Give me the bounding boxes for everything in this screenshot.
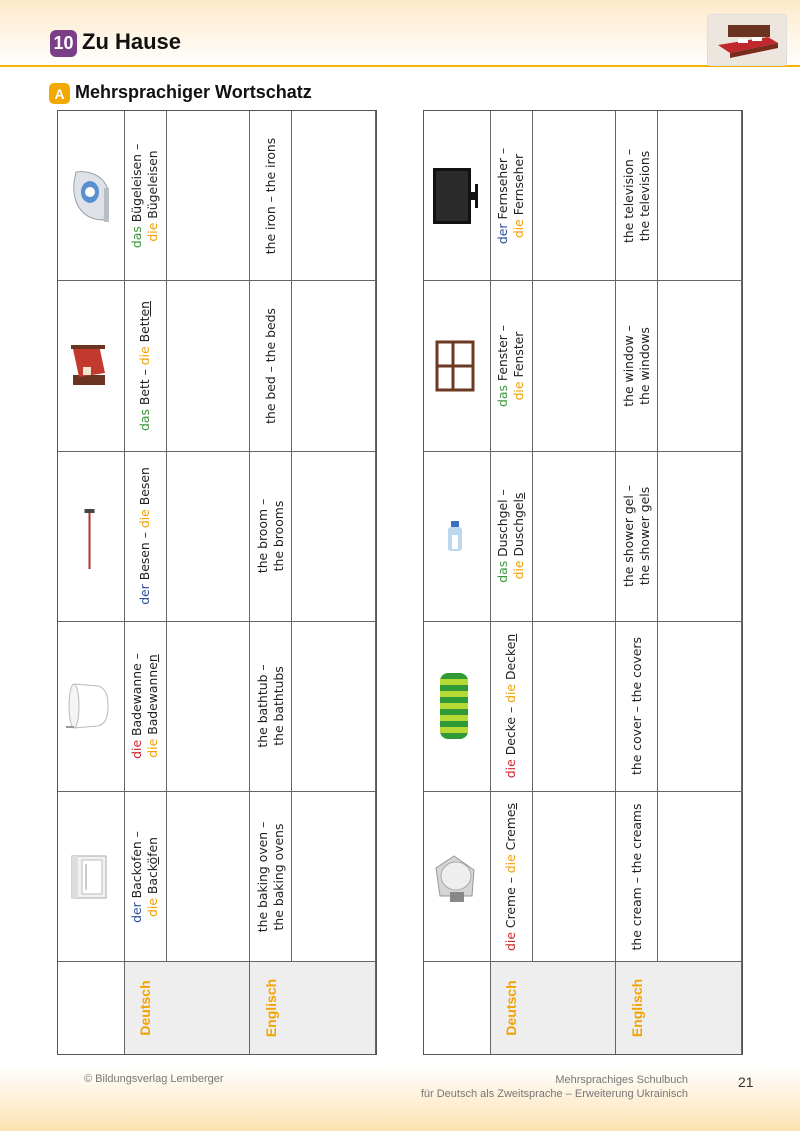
language-label-cell (166, 962, 250, 1054)
word-part: Besen – (137, 528, 153, 585)
copyright-notice: © Bildungsverlag Lemberger (84, 1073, 224, 1085)
write-in-cell (657, 281, 741, 450)
english-word-line: the baking oven – (254, 821, 270, 933)
write-in-cell (291, 452, 375, 621)
table-cell (615, 622, 657, 791)
table-cell (249, 622, 291, 791)
article: die (145, 897, 161, 917)
word-part: Fenster – (495, 324, 511, 385)
article: die (137, 346, 153, 366)
article: der (495, 223, 511, 244)
write-in-cell (532, 792, 616, 961)
language-label-cell (615, 962, 657, 1054)
word-row (424, 280, 742, 450)
ukrainian-word-line (375, 661, 376, 753)
ukrainian-word (375, 816, 376, 937)
table-cell (424, 622, 490, 791)
bedroom-photo (707, 14, 787, 66)
table-cell (375, 281, 376, 450)
bathtub-icon (64, 676, 118, 736)
table-cell (741, 622, 742, 791)
write-in-cell (166, 111, 250, 280)
table-cell (424, 281, 490, 450)
table-cell (741, 281, 742, 450)
article: die (145, 739, 161, 759)
english-word (621, 149, 653, 243)
ukrainian-word-line (741, 121, 742, 269)
article: das (129, 225, 145, 248)
word-part: ö (145, 856, 161, 865)
language-label-cell (490, 962, 532, 1054)
word-row (424, 111, 742, 280)
write-in-cell (291, 622, 375, 791)
article: die (511, 560, 527, 580)
table-cell (375, 792, 376, 961)
table-cell (124, 281, 166, 450)
german-word (495, 489, 527, 582)
write-in-cell (166, 452, 250, 621)
german-word-line (129, 831, 145, 923)
header-divider (0, 65, 800, 67)
german-word-line (511, 148, 527, 244)
english-word-line: the broom – (254, 499, 270, 574)
word-part: s (503, 802, 519, 810)
word-part: Creme – (503, 872, 519, 932)
table-cell (615, 792, 657, 961)
word-part: n (145, 654, 161, 663)
word-part: fen (145, 836, 161, 857)
ukrainian-word-line (741, 325, 742, 407)
corner-cell (58, 962, 124, 1054)
window-icon (435, 340, 479, 392)
table-cell (58, 281, 124, 450)
language-label-cell (375, 962, 376, 1054)
table-cell (490, 792, 532, 961)
write-in-cell (532, 111, 616, 280)
german-word (129, 144, 161, 248)
english-word (263, 137, 279, 253)
shower-gel-icon (444, 519, 470, 553)
table-cell (58, 452, 124, 621)
word-part: Fernseher – (495, 147, 511, 224)
ukrainian-word (741, 483, 742, 589)
article: der (137, 584, 153, 606)
ukrainian-word-line (375, 493, 376, 579)
german-word-line (129, 654, 145, 760)
article: die (511, 218, 527, 238)
english-word-line: the bed – the beds (262, 308, 278, 424)
german-word-line (503, 634, 519, 778)
word-row (424, 791, 742, 961)
german-word-line (495, 148, 511, 244)
german-word-line (129, 144, 145, 248)
table-cell (375, 622, 376, 791)
write-in-cell (532, 622, 616, 791)
english-word-line: the cover – the covers (628, 637, 644, 776)
language-label-deutsch: Deutsch (137, 980, 154, 1036)
ukrainian-word (375, 493, 376, 579)
english-word (629, 638, 645, 776)
ukrainian-word-line (741, 833, 742, 920)
german-word-line (137, 301, 153, 431)
word-row (58, 111, 376, 280)
table-cell (58, 111, 124, 280)
english-word-line: the shower gel – (620, 485, 636, 588)
vocabulary-table-left (57, 110, 377, 1055)
english-word-line: the window – (620, 325, 636, 407)
word-part: Duschgel – (495, 489, 511, 562)
language-label-cell (124, 962, 166, 1054)
table-cell (249, 281, 291, 450)
english-word-line: the windows (636, 327, 652, 405)
english-word-line: the iron – the irons (262, 137, 278, 254)
ukrainian-word-line (375, 143, 376, 248)
table-cell (124, 452, 166, 621)
ukrainian-word-line (741, 483, 742, 589)
english-word-line: the television – (620, 148, 636, 243)
table-cell (424, 452, 490, 621)
table-cell (375, 452, 376, 621)
word-part: s (511, 492, 527, 500)
ukrainian-word (741, 653, 742, 760)
german-word-line (511, 325, 527, 407)
english-word (255, 665, 287, 748)
language-label-cell (741, 962, 742, 1054)
english-word-line: the cream – the creams (628, 803, 644, 951)
vocabulary-table-right (423, 110, 743, 1055)
word-part: Badewanne (145, 662, 161, 740)
television-icon (431, 166, 483, 226)
broom-icon (81, 501, 100, 571)
german-word-line (495, 325, 511, 407)
article: das (495, 384, 511, 407)
word-part: Backofen – (129, 830, 145, 903)
iron-icon (66, 166, 116, 226)
german-word-line (137, 467, 153, 605)
english-word-line: the bathtubs (270, 666, 286, 747)
word-part: Badewanne – (129, 653, 145, 741)
word-row (58, 451, 376, 621)
word-part: n (503, 634, 519, 643)
article: die (145, 222, 161, 242)
english-word-line: the bathtub – (254, 664, 270, 749)
word-part: Creme (503, 809, 519, 855)
ukrainian-word (741, 833, 742, 920)
german-word (503, 803, 519, 951)
german-word (495, 148, 527, 244)
ukrainian-word-line (741, 653, 742, 760)
table-cell (375, 111, 376, 280)
book-title-line-1: Mehrsprachiges Schulbuch (555, 1074, 688, 1086)
ukrainian-word (375, 661, 376, 753)
write-in-cell (291, 792, 375, 961)
write-in-cell (166, 281, 250, 450)
german-word-line (145, 831, 161, 923)
ukrainian-word (741, 121, 742, 269)
table-cell (249, 452, 291, 621)
language-label-cell (249, 962, 291, 1054)
english-word (255, 822, 287, 933)
language-label-ukrainisch (741, 972, 742, 1044)
word-part: Bett – (137, 365, 153, 409)
article: die (503, 759, 519, 779)
table-cell (490, 111, 532, 280)
article: die (503, 684, 519, 704)
language-label-englisch: Englisch (628, 979, 645, 1038)
ukrainian-word-line (375, 321, 376, 410)
ukrainian-word (375, 143, 376, 248)
section-badge: A (49, 83, 70, 104)
write-in-cell (166, 792, 250, 961)
table-cell (124, 792, 166, 961)
english-word (621, 485, 653, 587)
table-cell (124, 622, 166, 791)
word-part: Fenster (511, 331, 527, 382)
german-word-line (145, 144, 161, 248)
write-in-cell (657, 792, 741, 961)
ukrainian-word-line (375, 816, 376, 937)
german-word (137, 301, 153, 431)
table-cell (490, 452, 532, 621)
english-word-line: the shower gels (636, 487, 652, 586)
word-part: Fernseher (511, 153, 527, 219)
word-row (58, 791, 376, 961)
word-part: Decke – (503, 703, 519, 760)
page-number: 21 (738, 1074, 754, 1090)
article: das (495, 561, 511, 583)
article: die (503, 931, 519, 951)
word-row (58, 621, 376, 791)
write-in-cell (291, 281, 375, 450)
word-part: Bügeleisen (145, 150, 161, 223)
table-cell (741, 452, 742, 621)
table-cell (58, 792, 124, 961)
section-title: Mehrsprachiger Wortschatz (75, 82, 312, 102)
table-cell (615, 452, 657, 621)
blanket-icon (436, 671, 478, 741)
bed-icon (69, 341, 113, 391)
german-word-line (503, 803, 519, 951)
german-word-line (511, 489, 527, 582)
language-label-row (58, 961, 376, 1054)
table-cell (249, 111, 291, 280)
unit-title: Zu Hause (82, 29, 182, 54)
german-word-line (145, 654, 161, 760)
write-in-cell (657, 111, 741, 280)
article: die (129, 740, 145, 760)
language-label-cell (657, 962, 741, 1054)
book-title-line-2: für Deutsch als Zweitsprache – Erweiterung Ukrainisch (420, 1088, 688, 1100)
german-word (129, 654, 161, 760)
write-in-cell (657, 622, 741, 791)
article: die (137, 509, 153, 529)
table-cell (741, 111, 742, 280)
table-cell (615, 281, 657, 450)
word-part: Bett (137, 316, 153, 347)
word-part: Duschgel (511, 499, 527, 561)
english-word-line: the baking ovens (270, 823, 286, 931)
german-word (129, 831, 161, 923)
word-part: Besen (137, 467, 153, 510)
table-cell (424, 111, 490, 280)
german-word (137, 467, 153, 605)
article: die (511, 381, 527, 401)
language-label-englisch: Englisch (262, 979, 279, 1038)
table-cell (741, 792, 742, 961)
article: der (129, 902, 145, 923)
write-in-cell (532, 281, 616, 450)
language-label-cell (291, 962, 375, 1054)
english-word-line: the televisions (636, 150, 652, 241)
write-in-cell (657, 452, 741, 621)
table-cell (615, 111, 657, 280)
language-label-cell (532, 962, 616, 1054)
english-word (629, 803, 645, 950)
language-label-row (424, 961, 742, 1054)
word-row (424, 621, 742, 791)
word-part: Decke (503, 642, 519, 685)
corner-cell (424, 962, 490, 1054)
table-cell (249, 792, 291, 961)
language-label-ukrainisch (375, 972, 376, 1044)
ukrainian-word (741, 325, 742, 407)
book-title (421, 1073, 688, 1101)
write-in-cell (291, 111, 375, 280)
article: das (137, 408, 153, 431)
table-cell (58, 622, 124, 791)
german-word-line (495, 489, 511, 582)
language-label-deutsch: Deutsch (503, 980, 520, 1036)
write-in-cell (532, 452, 616, 621)
unit-number-badge: 10 (50, 30, 77, 57)
english-word (263, 308, 279, 424)
english-word (621, 325, 653, 406)
german-word (503, 634, 519, 778)
word-row (58, 280, 376, 450)
table-cell (490, 281, 532, 450)
table-cell (490, 622, 532, 791)
write-in-cell (166, 622, 250, 791)
german-word (495, 325, 527, 407)
word-part: en (137, 300, 153, 317)
english-word-line: the brooms (270, 500, 286, 572)
table-cell (124, 111, 166, 280)
article: die (503, 854, 519, 873)
word-row (424, 451, 742, 621)
ukrainian-word (375, 321, 376, 410)
word-part: Back (145, 864, 161, 898)
cream-icon (432, 850, 482, 904)
word-part: Bügeleisen – (129, 143, 145, 226)
table-cell (424, 792, 490, 961)
english-word (255, 499, 287, 573)
oven-icon (70, 854, 112, 900)
